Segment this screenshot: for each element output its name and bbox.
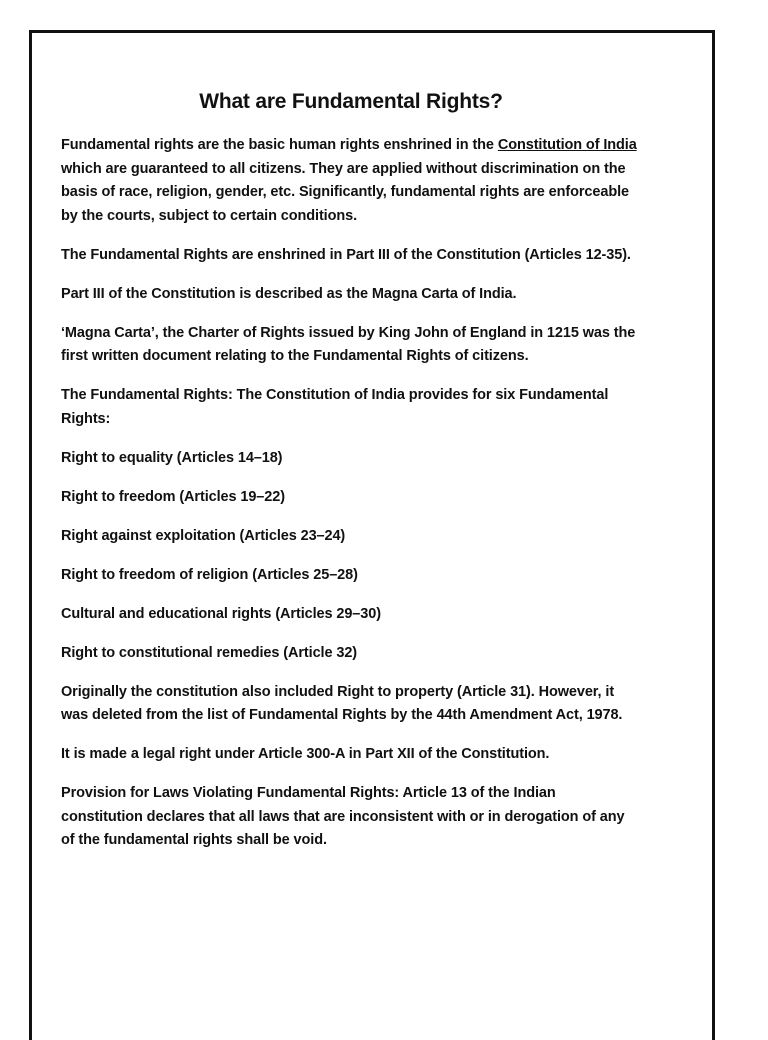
constitution-of-india-link[interactable]: Constitution of India <box>497 137 637 153</box>
intro-text-end: which are guaranteed to all citizens. They are applied without discrimination on the basis of race, religion, gender, etc. Significantly, fundamental rights are enforceable by the courts, subject to certain conditions. <box>61 160 629 224</box>
right-to-equality: Right to equality (Articles 14–18) <box>61 449 283 466</box>
right-to-freedom: Right to freedom (Articles 19–22) <box>61 488 285 505</box>
paragraph-article-13: Provision for Laws Violating Fundamental Rights: Article 13 of the Indian constitution declares that all laws that are inconsistent with or in derogation of any of the fundamental rights shall be void. <box>61 785 625 848</box>
paragraph-article-300a: It is made a legal right under Article 300-A in Part XII of the Constitution. <box>61 746 550 762</box>
paragraph-magna-carta-india: Part III of the Constitution is described as the Magna Carta of India. <box>61 285 517 302</box>
paragraph-right-to-property: Originally the constitution also included Right to property (Article 31). However, it was deleted from the list of Fundamental Rights by the 44th Amendment Act, 1978. <box>61 683 623 723</box>
right-against-exploitation: Right against exploitation (Articles 23–24) <box>61 527 346 544</box>
paragraph-part-iii: The Fundamental Rights are enshrined in Part III of the Constitution (Articles 12-35). <box>61 246 631 263</box>
paragraph-six-rights: The Fundamental Rights: The Constitution of India provides for six Fundamental Rights: <box>61 387 609 427</box>
right-to-freedom-of-religion: Right to freedom of religion (Articles 25–28) <box>61 566 358 583</box>
cultural-educational-rights: Cultural and educational rights (Articles 29–30) <box>61 605 381 622</box>
document-content <box>61 90 641 868</box>
right-to-constitutional-remedies: Right to constitutional remedies (Article 32) <box>61 644 358 661</box>
intro-text-start: Fundamental rights are the basic human rights enshrined in the <box>61 137 498 153</box>
page-title: What are Fundamental Rights? <box>199 90 503 113</box>
paragraph-magna-carta-history: ‘Magna Carta’, the Charter of Rights issued by King John of England in 1215 was the first written document relating to the Fundamental Rights of citizens. <box>61 324 636 364</box>
intro-paragraph <box>61 134 641 228</box>
